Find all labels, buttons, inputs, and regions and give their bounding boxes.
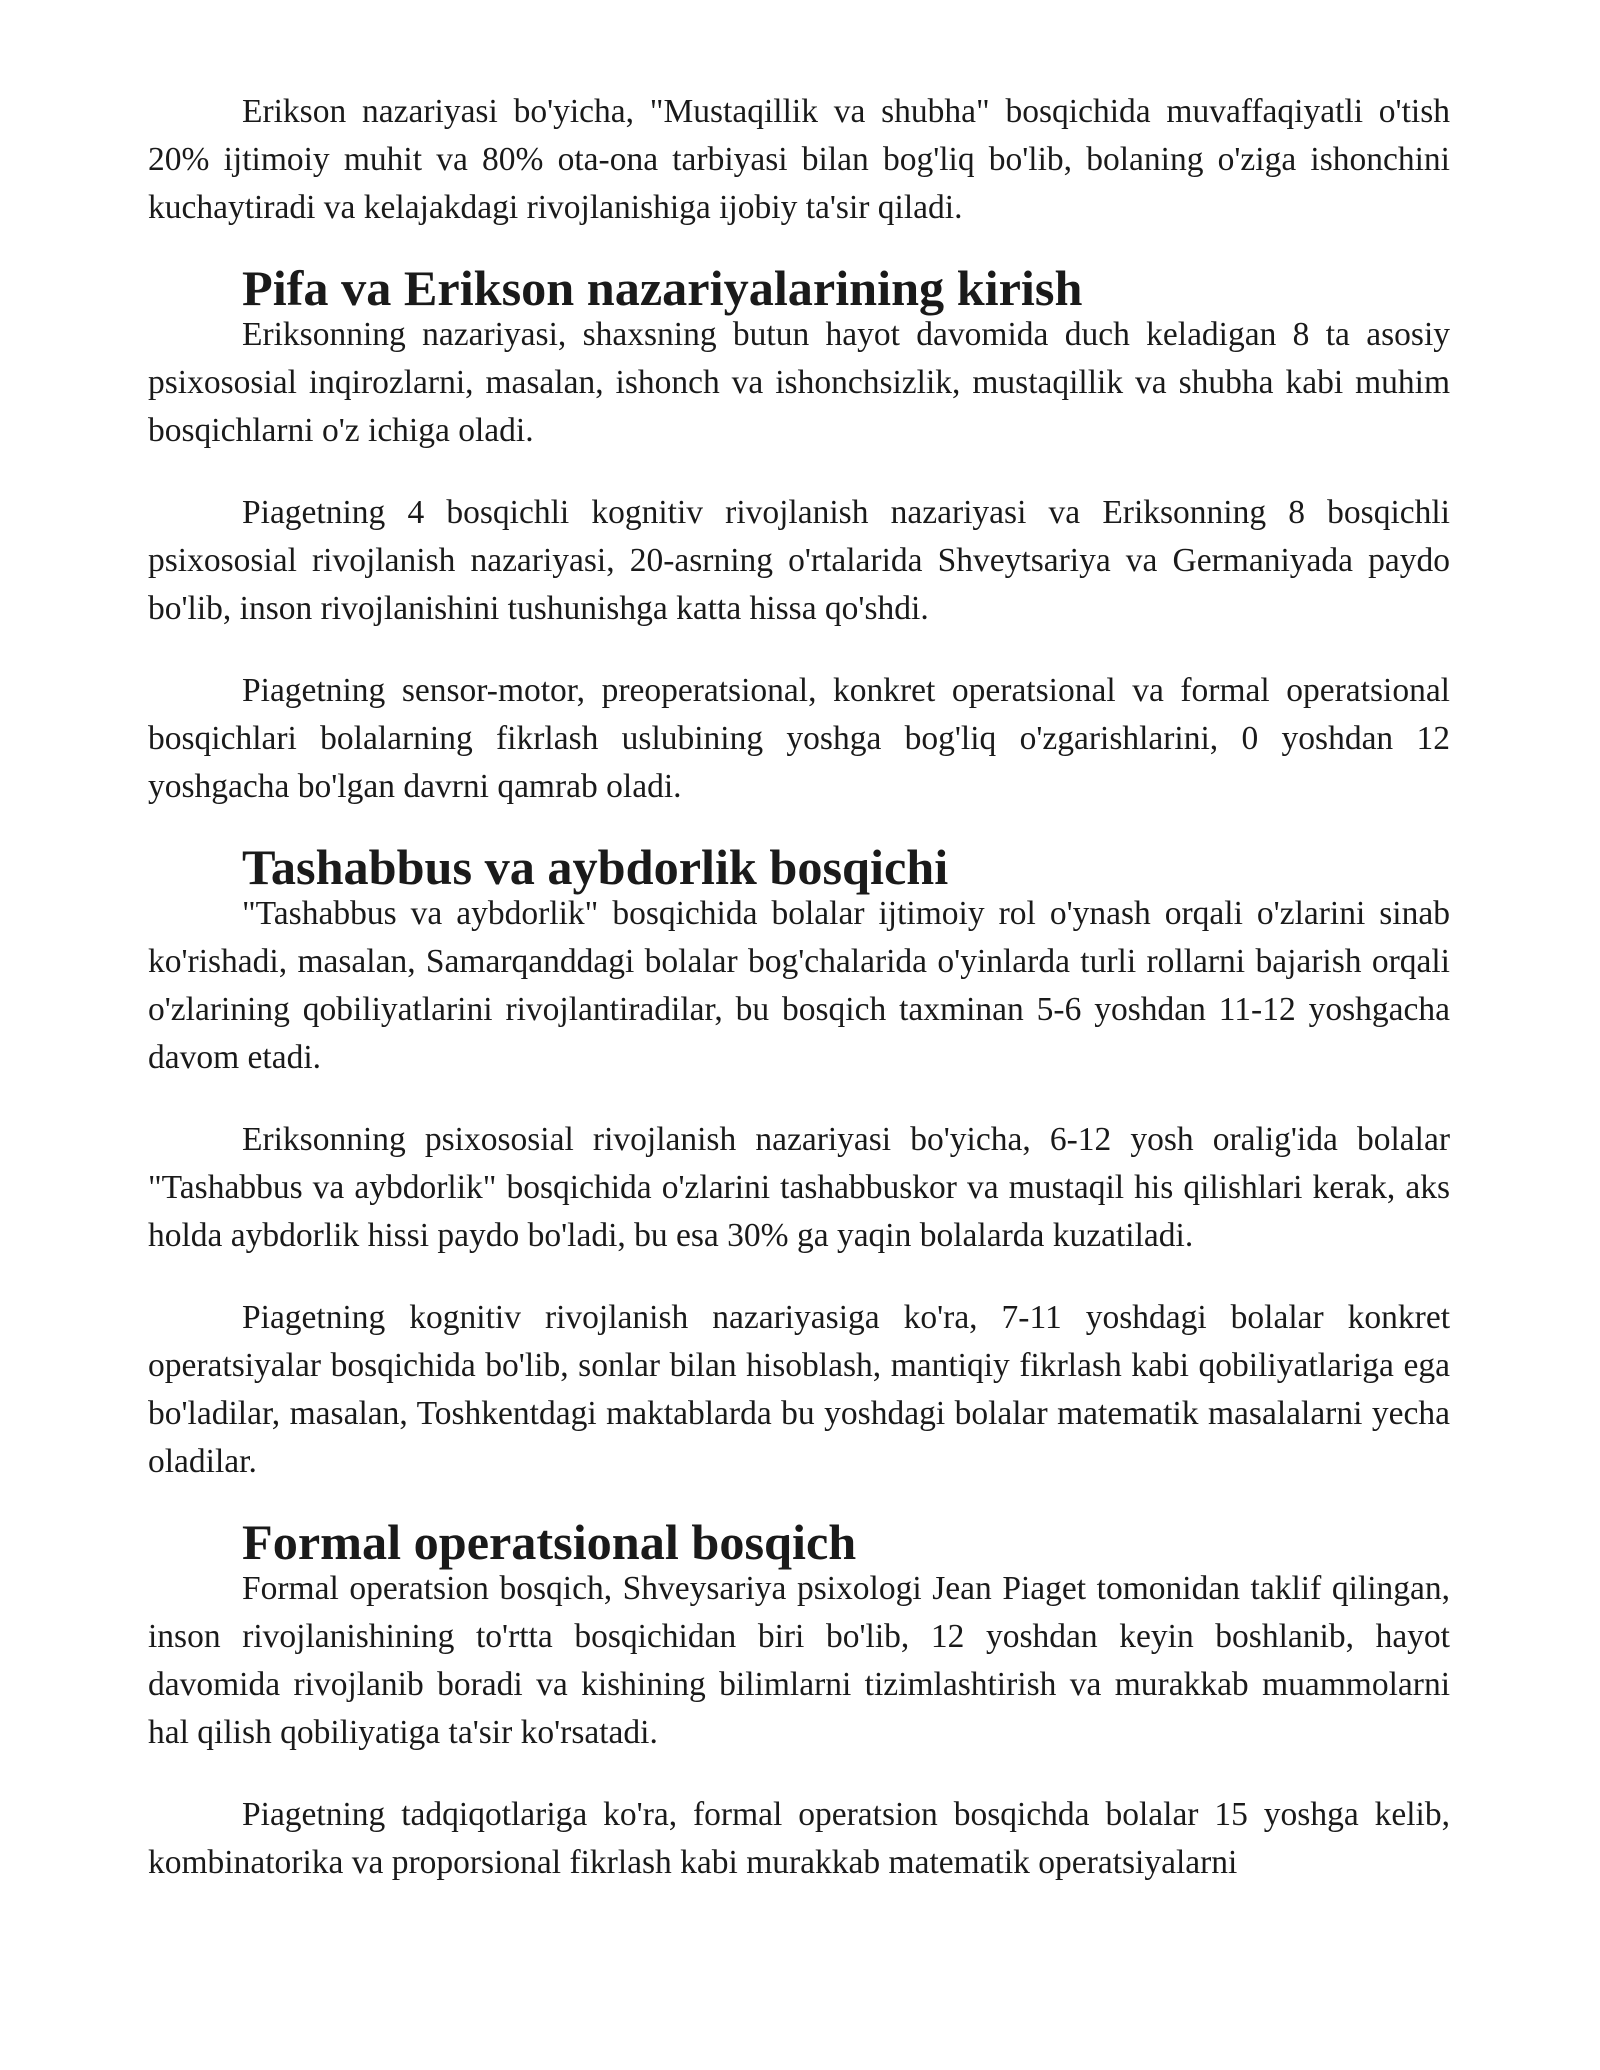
heading-initiative-guilt: Tashabbus va aybdorlik bosqichi bbox=[242, 839, 949, 895]
document-page bbox=[148, 88, 1450, 1921]
paragraph-piaget-stages-list: Piagetning sensor-motor, preoperatsional, konkret operatsional va formal operatsional bosqichlari bolalarning fikrlash uslubining yoshga bog'liq o'zgarishlarini, 0 yoshdan 12 yoshgacha bo'lgan davrni qamrab oladi. bbox=[148, 672, 1450, 805]
paragraph-piaget-concrete-operations: Piagetning kognitiv rivojlanish nazariyasiga ko'ra, 7-11 yoshdagi bolalar konkret operatsiyalar bosqichida bo'lib, sonlar bilan hisoblash, mantiqiy fikrlash kabi qobiliyatlariga ega bo'ladilar, masalan, Toshkentdagi maktablarda bu yoshdagi bolalar matematik masalalarni yecha oladilar. bbox=[148, 1299, 1450, 1480]
paragraph-initiative-roleplay: "Tashabbus va aybdorlik" bosqichida bolalar ijtimoiy rol o'ynash orqali o'zlarini sinab ko'rishadi, masalan, Samarqanddagi bolalar bog'chalarida o'yinlarda turli rollarni bajarish orqali o'zlarining qobiliyatlarini rivojlantiradilar, bu bosqich taxminan 5-6 yoshdan 11-12 yoshgacha davom etadi. bbox=[148, 895, 1450, 1076]
heading-formal-operational: Formal operatsional bosqich bbox=[242, 1514, 857, 1570]
paragraph-erikson-initiative-age: Eriksonning psixososial rivojlanish nazariyasi bo'yicha, 6-12 yosh oralig'ida bolalar "Tashabbus va aybdorlik" bosqichida o'zlarini tashabbuskor va mustaqil his qilishlari kerak, aks holda aybdorlik hissi paydo bo'ladi, bu esa 30% ga yaqin bolalarda kuzatiladi. bbox=[148, 1121, 1450, 1254]
paragraph-piaget-research: Piagetning tadqiqotlariga ko'ra, formal operatsion bosqichda bolalar 15 yoshga kelib, kombinatorika va proporsional fikrlash kabi murakkab matematik operatsiyalarni bbox=[148, 1796, 1450, 1881]
heading-pifa-erikson-intro: Pifa va Erikson nazariyalarining kirish bbox=[242, 260, 1083, 316]
paragraph-erikson-theory: Eriksonning nazariyasi, shaxsning butun hayot davomida duch keladigan 8 ta asosiy psixososial inqirozlarni, masalan, ishonch va ishonchsizlik, mustaqillik va shubha kabi muhim bosqichlarni o'z ichiga oladi. bbox=[148, 316, 1450, 449]
paragraph-formal-operational-definition: Formal operatsion bosqich, Shveysariya psixologi Jean Piaget tomonidan taklif qilingan, inson rivojlanishining to'rtta bosqichidan biri bo'lib, 12 yoshdan keyin boshlanib, hayot davomida rivojlanib boradi va kishining bilimlarni tizimlashtirish va murakkab muammolarni hal qilish qobiliyatiga ta'sir ko'rsatadi. bbox=[148, 1570, 1450, 1751]
paragraph-erikson-autonomy: Erikson nazariyasi bo'yicha, "Mustaqillik va shubha" bosqichida muvaffaqiyatli o'tish 20% ijtimoiy muhit va 80% ota-ona tarbiyasi bilan bog'liq bo'lib, bolaning o'ziga ishonchini kuchaytiradi va kelajakdagi rivojlanishiga ijobiy ta'sir qiladi. bbox=[148, 93, 1450, 226]
paragraph-piaget-erikson-stages: Piagetning 4 bosqichli kognitiv rivojlanish nazariyasi va Eriksonning 8 bosqichli psixososial rivojlanish nazariyasi, 20-asrning o'rtalarida Shveytsariya va Germaniyada paydo bo'lib, inson rivojlanishini tushunishga katta hissa qo'shdi. bbox=[148, 494, 1450, 627]
